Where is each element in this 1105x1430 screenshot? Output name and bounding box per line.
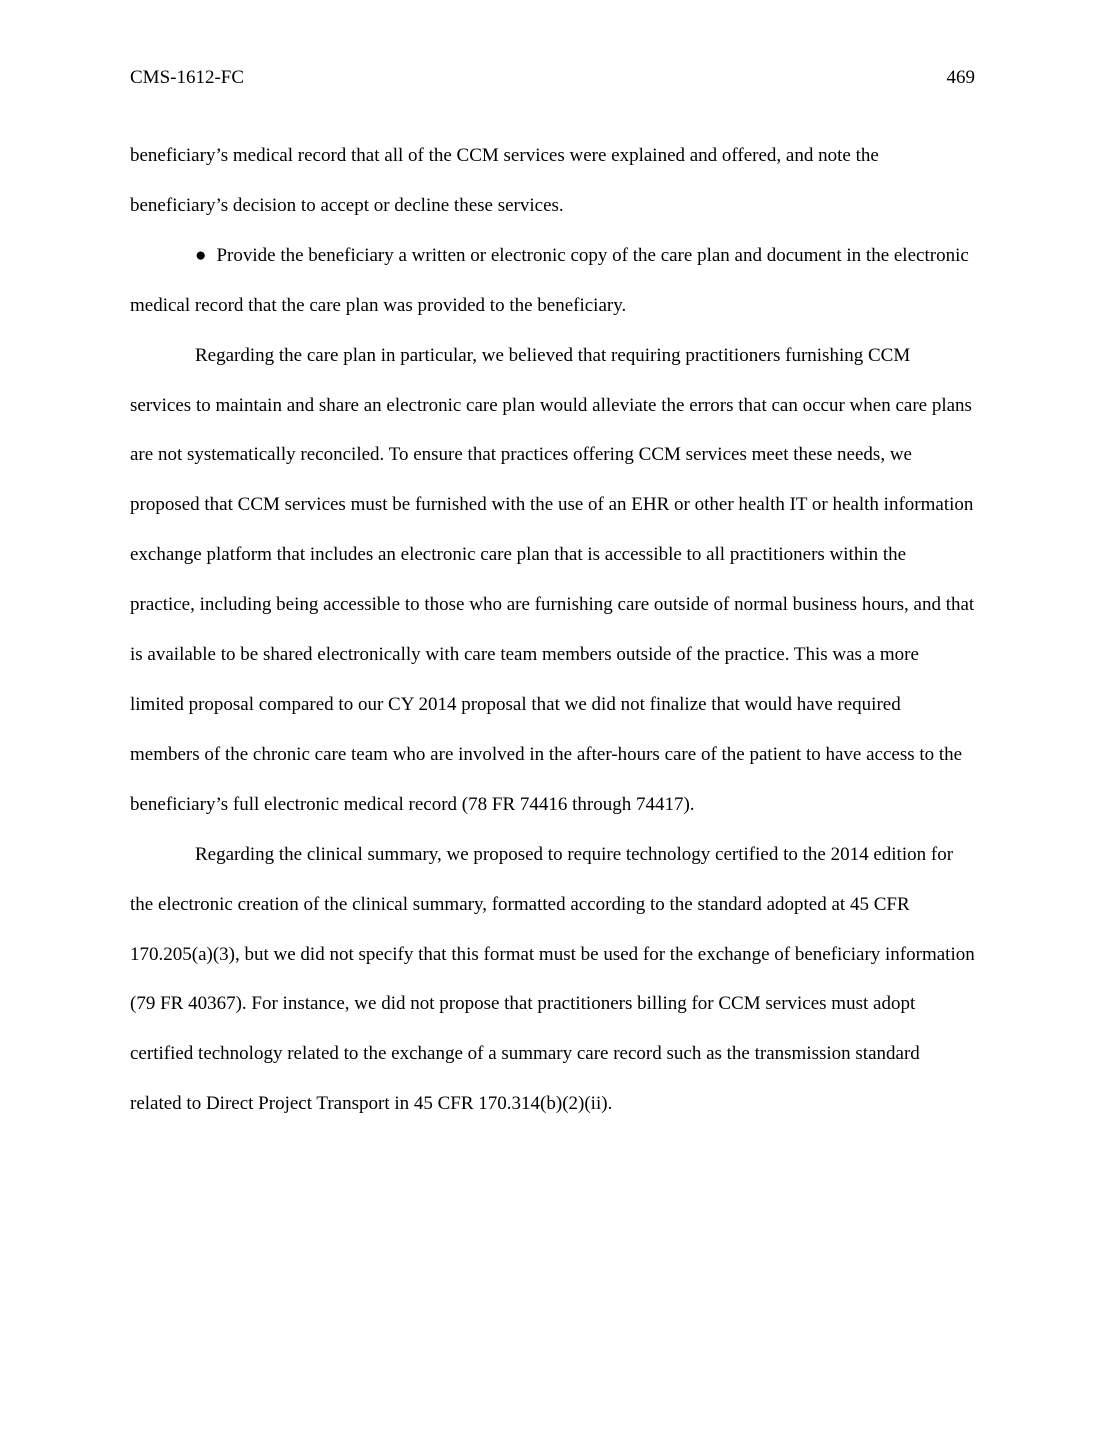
page-number: 469	[946, 67, 975, 88]
paragraph-continuation: beneficiary’s medical record that all of the CCM services were explained and offered, and note the beneficiary’s decision to accept or decline these services.	[130, 145, 879, 216]
paragraph-care-plan: Regarding the care plan in particular, we believed that requiring practitioners furnishing CCM services to maintain and share an electronic care plan would alleviate the errors that can occur when care plans are not systematically reconciled. To ensure that practices offering CCM services meet these needs, we proposed that CCM services must be furnished with the use of an EHR or other health IT or health information exchange platform that includes an electronic care plan that is accessible to all practitioners within the practice, including being accessible to those who are furnishing care outside of normal business hours, and that is available to be shared electronically with care team members outside of the practice. This was a more limited proposal compared to our CY 2014 proposal that we did not finalize that would have required members of the chronic care team who are involved in the after-hours care of the patient to have access to the beneficiary’s full electronic medical record (78 FR 74416 through 74417).	[130, 344, 975, 815]
bullet-icon: ●	[195, 244, 207, 266]
bullet-item-text: Provide the beneficiary a written or electronic copy of the care plan and document in the electronic medical record that the care plan was provided to the beneficiary.	[130, 244, 969, 316]
body-text	[130, 131, 975, 1129]
bullet-item	[130, 231, 975, 331]
document-id: CMS-1612-FC	[130, 67, 245, 88]
paragraph-clinical-summary: Regarding the clinical summary, we proposed to require technology certified to the 2014 edition for the electronic creation of the clinical summary, formatted according to the standard adopted at 45 CFR 170.205(a)(3), but we did not specify that this format must be used for the exchange of beneficiary information (79 FR 40367). For instance, we did not propose that practitioners billing for CCM services must adopt certified technology related to the exchange of a summary care record such as the transmission standard related to Direct Project Transport in 45 CFR 170.314(b)(2)(ii).	[130, 843, 975, 1115]
